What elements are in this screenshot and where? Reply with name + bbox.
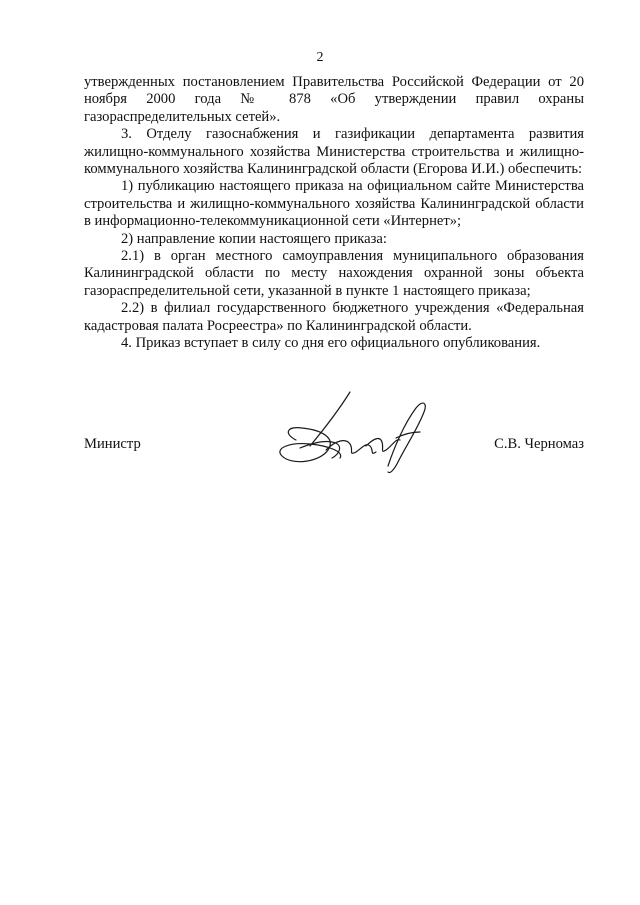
handwritten-signature: [270, 388, 440, 478]
paragraph-item-3: 3. Отделу газоснабжения и газификации департамента развития жилищно-коммунального хозяйства Министерства строительства и жилищно-коммунального хозяйства Калининградской области (Егорова И.И.) обеспечить:: [84, 126, 584, 178]
signatory-title: Министр: [84, 436, 141, 452]
document-body: [84, 74, 584, 353]
paragraph-subitem-2: 2) направление копии настоящего приказа:: [121, 230, 387, 247]
page-number: 2: [316, 50, 324, 65]
signature-block: [84, 436, 584, 456]
paragraph-continuation: утвержденных постановлением Правительства Российской Федерации от 20 ноября 2000 года № 878 «Об утверждении правил охраны газораспределительных сетей».: [84, 74, 584, 125]
paragraph-subitem-2-2: 2.2) в филиал государственного бюджетного учреждения «Федеральная кадастровая палата Росреестра» по Калининградской области.: [84, 300, 584, 334]
signatory-name: С.В. Черномаз: [494, 436, 584, 452]
paragraph-subitem-2-1: 2.1) в орган местного самоуправления муниципального образования Калининградской области по месту нахождения охранной зоны объекта газораспределительной сети, указанной в пункте 1 настоящего приказа;: [84, 248, 584, 299]
paragraph-item-4: 4. Приказ вступает в силу со дня его официального опубликования.: [121, 335, 541, 352]
paragraph-subitem-1: 1) публикацию настоящего приказа на официальном сайте Министерства строительства и жилищно-коммунального хозяйства Калининградской области в информационно-телекоммуникационной сети «Интернет»;: [84, 178, 584, 230]
